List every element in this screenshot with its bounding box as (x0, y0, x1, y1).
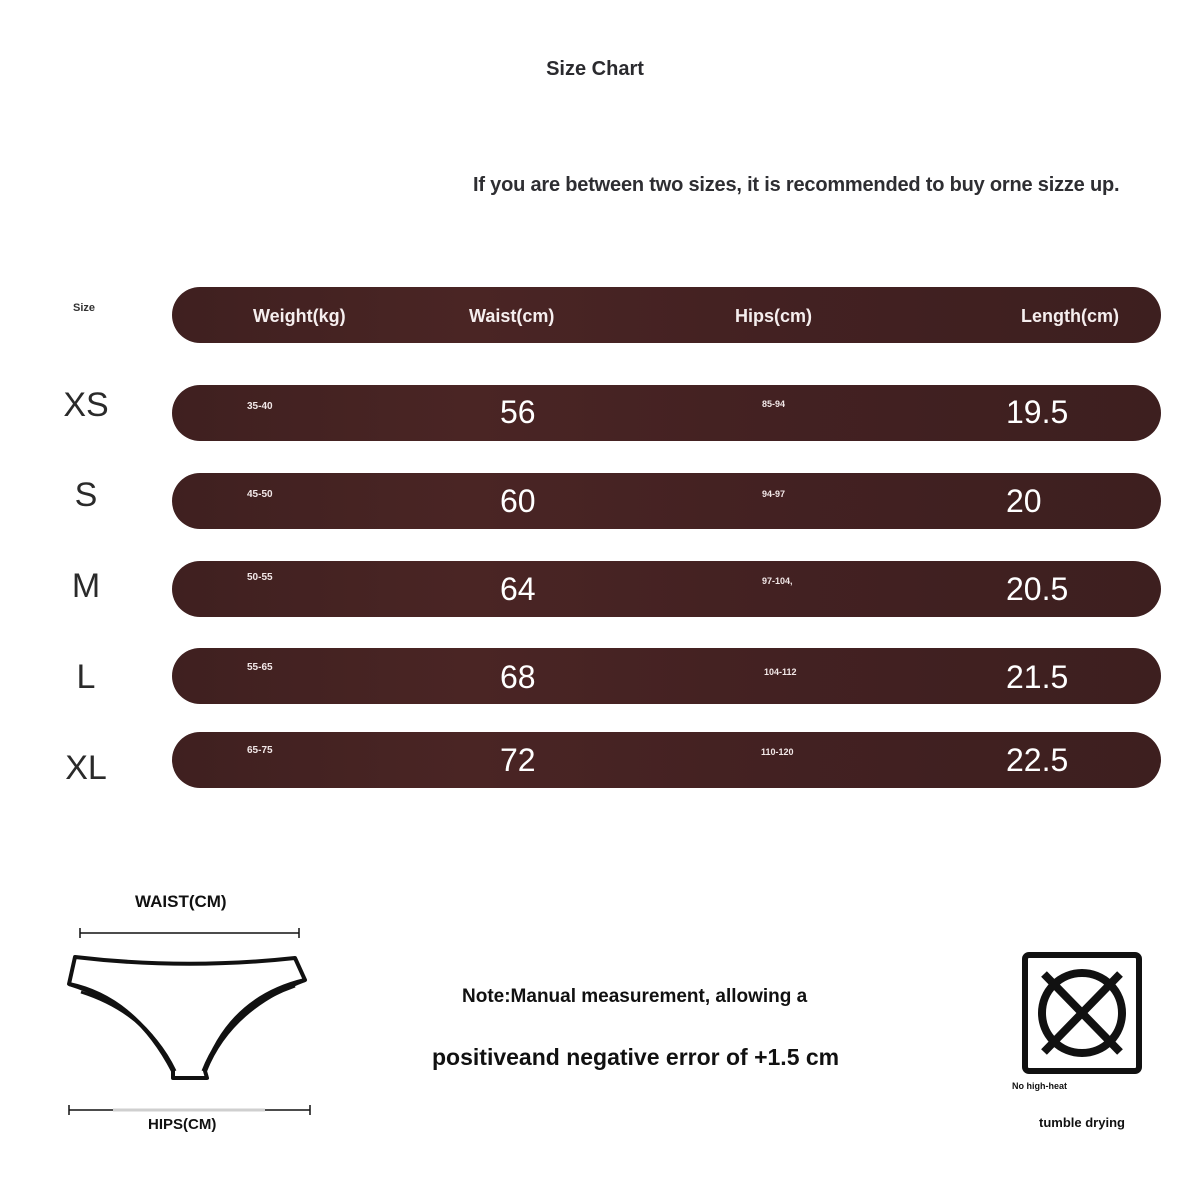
hips-value: 97-104, (762, 576, 793, 586)
weight-value: 55-65 (247, 662, 273, 673)
table-row (172, 473, 1161, 529)
weight-value: 45-50 (247, 489, 273, 500)
size-label-xl: XL (65, 749, 107, 787)
table-row (172, 732, 1161, 788)
length-value: 19.5 (1006, 394, 1069, 430)
header-length: Length(cm) (1021, 306, 1119, 326)
hips-measure-label: HIPS(CM) (148, 1116, 217, 1133)
measurement-note-line1: Note:Manual measurement, allowing a (462, 986, 808, 1007)
sizing-advice: If you are between two sizes, it is recommended to buy orne sizze up. (473, 174, 1120, 196)
waist-value: 64 (500, 571, 536, 607)
size-column-header: Size (73, 302, 96, 314)
waist-value: 60 (500, 483, 536, 519)
length-value: 20.5 (1006, 571, 1069, 607)
hips-value: 104-112 (764, 667, 797, 677)
header-hips: Hips(cm) (735, 306, 813, 326)
care-instruction-line1: No high-heat (1012, 1081, 1067, 1091)
table-header (172, 287, 1161, 343)
length-value: 20 (1006, 483, 1042, 519)
waist-measure-label: WAIST(CM) (135, 892, 227, 911)
table-row (172, 561, 1161, 617)
weight-value: 35-40 (247, 401, 273, 412)
waist-value: 56 (500, 394, 536, 430)
measurement-diagram (55, 888, 335, 1148)
table-row (172, 385, 1161, 441)
waist-value: 72 (500, 742, 536, 778)
table-row (172, 648, 1161, 704)
header-waist: Waist(cm) (469, 306, 555, 326)
size-label-l: L (76, 658, 96, 696)
hips-value: 94-97 (762, 489, 786, 499)
weight-value: 65-75 (247, 745, 273, 756)
waist-value: 68 (500, 659, 536, 695)
hips-value: 85-94 (762, 399, 786, 409)
no-tumble-dry-icon (1022, 952, 1142, 1074)
page-title: Size Chart (546, 58, 644, 80)
weight-value: 50-55 (247, 572, 273, 583)
length-value: 21.5 (1006, 659, 1069, 695)
hips-value: 110-120 (761, 747, 794, 757)
measurement-note-line2: positiveand negative error of +1.5 cm (432, 1044, 840, 1070)
care-instruction-line2: tumble drying (1039, 1115, 1125, 1130)
size-label-xs: XS (63, 386, 109, 424)
size-label-m: M (71, 567, 101, 605)
size-label-s: S (74, 476, 98, 514)
briefs-outline-icon (55, 888, 335, 1148)
header-weight: Weight(kg) (253, 306, 346, 326)
length-value: 22.5 (1006, 742, 1069, 778)
